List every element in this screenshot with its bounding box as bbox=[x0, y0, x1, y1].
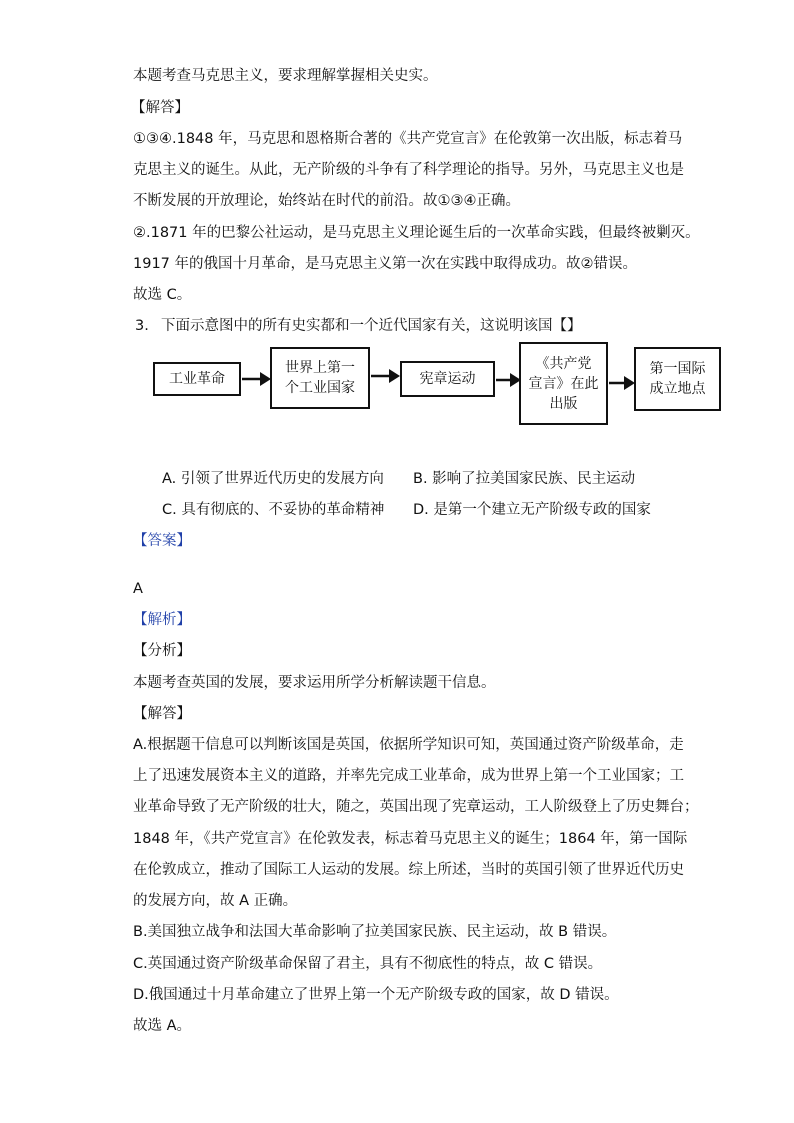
analysis-intro: 本题考查马克思主义，要求理解掌握相关史实。 bbox=[133, 68, 438, 84]
flow-box-chartist-movement bbox=[400, 361, 495, 397]
flow-box-text: 第一国际 bbox=[649, 361, 706, 377]
explanation-line: ①③④.1848 年，马克思和恩格斯合著的《共产党宣言》在伦敦第一次出版，标志着马 bbox=[133, 131, 683, 147]
explanation-line: A.根据题干信息可以判断该国是英国，依据所学知识可知，英国通过资产阶级革命，走 bbox=[133, 737, 684, 753]
explanation-line: 1848 年，《共产党宣言》在伦敦发表，标志着马克思主义的诞生；1864 年，第一国际 bbox=[133, 831, 688, 847]
explanation-line: 的发展方向，故 A 正确。 bbox=[133, 893, 298, 909]
option-c: C. 具有彻底的、不妥协的革命精神 bbox=[162, 502, 385, 518]
flow-box-industrial-revolution bbox=[153, 362, 241, 396]
flow-box-text: 宪章运动 bbox=[419, 371, 476, 387]
explanation-line: 1917 年的俄国十月革命，是马克思主义第一次在实践中取得成功。故②错误。 bbox=[133, 256, 638, 272]
conclusion: 故选 A。 bbox=[133, 1018, 192, 1034]
flow-box-first-industrial-nation bbox=[270, 347, 370, 409]
flow-box-text: 世界上第一 bbox=[285, 360, 355, 376]
explanation-line: 克思主义的诞生。从此，无产阶级的斗争有了科学理论的指导。另外，马克思主义也是 bbox=[133, 162, 684, 178]
arrow-right-icon bbox=[371, 366, 401, 386]
answer-value: A bbox=[133, 581, 143, 597]
explanation-line: D.俄国通过十月革命建立了世界上第一个无产阶级专政的国家，故 D 错误。 bbox=[133, 987, 619, 1003]
fenxi-text: 本题考查英国的发展，要求运用所学分析解读题干信息。 bbox=[133, 675, 496, 691]
jieda-label: 【解答】 bbox=[133, 706, 191, 722]
explanation-line: C.英国通过资产阶级革命保留了君主，具有不彻底性的特点，故 C 错误。 bbox=[133, 956, 603, 972]
question-number: 3. bbox=[135, 318, 149, 334]
explanation-line: 在伦敦成立，推动了国际工人运动的发展。综上所述，当时的英国引领了世界近代历史 bbox=[133, 862, 684, 878]
question-stem: 下面示意图中的所有史实都和一个近代国家有关，这说明该国【】 bbox=[161, 318, 582, 334]
flow-box-first-international bbox=[634, 347, 721, 411]
flow-box-text: 工业革命 bbox=[169, 371, 225, 387]
explanation-line: ②.1871 年的巴黎公社运动，是马克思主义理论诞生后的一次革命实践，但最终被剿灭。 bbox=[133, 225, 700, 241]
fenxi-label: 【分析】 bbox=[133, 643, 191, 659]
option-a: A. 引领了世界近代历史的发展方向 bbox=[162, 471, 384, 487]
jiexi-label: 【解析】 bbox=[133, 612, 191, 628]
explanation-line: 上了迅速发展资本主义的道路，并率先完成工业革命，成为世界上第一个工业国家；工 bbox=[133, 768, 684, 784]
explanation-line: 业革命导致了无产阶级的壮大，随之，英国出现了宪章运动，工人阶级登上了历史舞台； bbox=[133, 799, 699, 815]
flow-box-communist-manifesto bbox=[519, 342, 608, 425]
option-d: D. 是第一个建立无产阶级专政的国家 bbox=[413, 502, 651, 518]
flow-box-text: 宣言》在此 bbox=[528, 375, 599, 392]
jieda-label: 【解答】 bbox=[131, 100, 189, 116]
flow-box-text: 个工业国家 bbox=[285, 380, 355, 396]
flow-box-text: 出版 bbox=[549, 395, 578, 412]
flow-box-text: 《共产党 bbox=[535, 355, 592, 372]
arrow-right-icon bbox=[609, 373, 637, 393]
answer-label: 【答案】 bbox=[133, 533, 191, 549]
explanation-line: 不断发展的开放理论，始终站在时代的前沿。故①③④正确。 bbox=[133, 193, 520, 209]
arrow-right-icon bbox=[242, 369, 272, 389]
flow-box-text: 成立地点 bbox=[649, 381, 706, 397]
explanation-line: B.美国独立战争和法国大革命影响了拉美国家民族、民主运动，故 B 错误。 bbox=[133, 924, 617, 940]
conclusion: 故选 C。 bbox=[133, 287, 192, 303]
option-b: B. 影响了拉美国家民族、民主运动 bbox=[413, 471, 636, 487]
